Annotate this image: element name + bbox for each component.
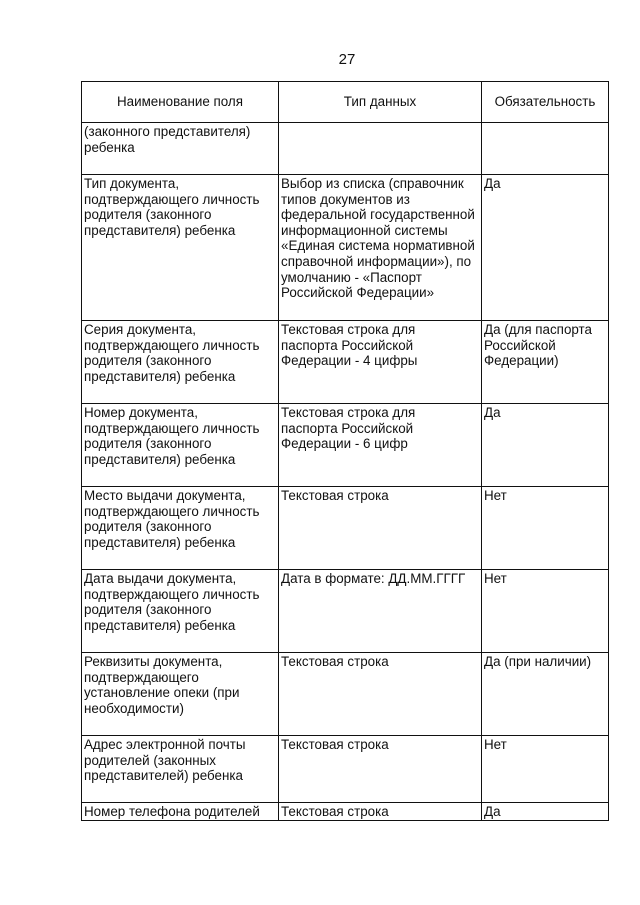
cell-type: Текстовая строка для паспорта Российской Федерации - 6 цифр bbox=[279, 404, 482, 487]
table-row bbox=[82, 404, 609, 487]
cell-field: Номер документа, подтверждающего личность родителя (законного представителя) ребенка bbox=[82, 404, 279, 487]
cell-field: Адрес электронной почты родителей (законных представителей) ребенка bbox=[82, 736, 279, 803]
cell-required: Да (для паспорта Российской Федерации) bbox=[482, 321, 609, 404]
cell-field: Серия документа, подтверждающего личность родителя (законного представителя) ребенка bbox=[82, 321, 279, 404]
cell-required: Да bbox=[482, 803, 609, 821]
cell-type: Текстовая строка bbox=[279, 653, 482, 736]
table-row bbox=[82, 175, 609, 321]
cell-field: Тип документа, подтверждающего личность родителя (законного представителя) ребенка bbox=[82, 175, 279, 321]
table-row bbox=[82, 321, 609, 404]
cell-type: Текстовая строка bbox=[279, 736, 482, 803]
cell-required bbox=[482, 123, 609, 175]
cell-field: Реквизиты документа, подтверждающего установление опеки (при необходимости) bbox=[82, 653, 279, 736]
table-row bbox=[82, 803, 609, 821]
cell-field: Номер телефона родителей bbox=[82, 803, 279, 821]
cell-required: Нет bbox=[482, 487, 609, 570]
cell-field: Дата выдачи документа, подтверждающего личность родителя (законного представителя) ребенка bbox=[82, 570, 279, 653]
cell-required: Да (при наличии) bbox=[482, 653, 609, 736]
header-field-name: Наименование поля bbox=[82, 82, 279, 123]
cell-type: Текстовая строка bbox=[279, 487, 482, 570]
cell-field: (законного представителя) ребенка bbox=[82, 123, 279, 175]
table-row bbox=[82, 123, 609, 175]
header-data-type: Тип данных bbox=[279, 82, 482, 123]
cell-required: Нет bbox=[482, 570, 609, 653]
fields-table bbox=[81, 81, 609, 821]
header-required: Обязательность bbox=[482, 82, 609, 123]
table-header-row bbox=[82, 82, 609, 123]
table-row bbox=[82, 736, 609, 803]
cell-type: Текстовая строка для паспорта Российской Федерации - 4 цифры bbox=[279, 321, 482, 404]
cell-field: Место выдачи документа, подтверждающего личность родителя (законного представителя) ребенка bbox=[82, 487, 279, 570]
cell-type bbox=[279, 123, 482, 175]
table-row bbox=[82, 570, 609, 653]
cell-type: Выбор из списка (справочник типов документов из федеральной государственной информационной системы «Единая система нормативной справочной информации»), по умолчанию - «Паспорт Российской Федерации» bbox=[279, 175, 482, 321]
cell-type: Текстовая строка bbox=[279, 803, 482, 821]
page-number: 27 bbox=[338, 51, 356, 68]
cell-required: Нет bbox=[482, 736, 609, 803]
cell-required: Да bbox=[482, 404, 609, 487]
cell-type: Дата в формате: ДД.ММ.ГГГГ bbox=[279, 570, 482, 653]
table-row bbox=[82, 653, 609, 736]
cell-required: Да bbox=[482, 175, 609, 321]
table-row bbox=[82, 487, 609, 570]
